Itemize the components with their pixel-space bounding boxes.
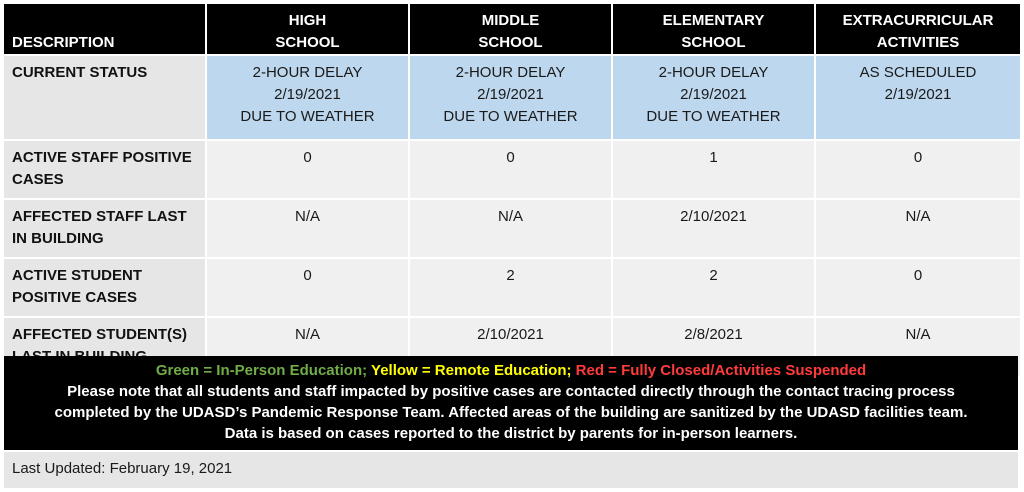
header-elementary-school: ELEMENTARY SCHOOL [613, 4, 814, 54]
cell-extracurricular: AS SCHEDULED 2/19/2021 [816, 56, 1020, 139]
table-row-active-staff-cases [4, 141, 1020, 198]
notice-line-3: Data is based on cases reported to the district by parents for in-person learners. [224, 425, 798, 442]
notice-line-2: completed by the UDASD’s Pandemic Response Team. Affected areas of the building are sanitized by the UDASD facilities team. [54, 404, 968, 421]
header-extracurricular: EXTRACURRICULAR ACTIVITIES [816, 4, 1020, 54]
cell-high-school: 0 [207, 141, 408, 198]
cell-extracurricular: N/A [816, 318, 1020, 376]
cell-elementary-school: 1 [613, 141, 814, 198]
status-table [2, 2, 1022, 378]
header-middle-school: MIDDLE SCHOOL [410, 4, 611, 54]
legend-notice [4, 356, 1018, 450]
cell-middle-school: 2/10/2021 [410, 318, 611, 376]
cell-extracurricular: N/A [816, 200, 1020, 257]
table-row-active-student-cases [4, 259, 1020, 316]
header-description: DESCRIPTION [4, 4, 205, 54]
legend-green: Green = In-Person Education; [155, 362, 368, 379]
cell-extracurricular: 0 [816, 259, 1020, 316]
row-label: CURRENT STATUS [4, 56, 205, 139]
legend-yellow: Yellow = Remote Education; [371, 362, 572, 379]
row-label: AFFECTED STUDENT(S) [4, 318, 205, 376]
header-row [4, 4, 1020, 54]
cell-elementary-school: 2/8/2021 [613, 318, 814, 376]
header-high-school: HIGH SCHOOL [207, 4, 408, 54]
row-label: ACTIVE STUDENT POSITIVE CASES [4, 259, 205, 316]
row-label: AFFECTED STAFF LAST IN BUILDING [4, 200, 205, 257]
cell-high-school: N/A [207, 200, 408, 257]
table-row-current-status [4, 56, 1020, 139]
cell-extracurricular: 0 [816, 141, 1020, 198]
cell-high-school: 2-HOUR DELAY 2/19/2021 DUE TO WEATHER [207, 56, 408, 139]
cell-elementary-school: 2-HOUR DELAY 2/19/2021 DUE TO WEATHER [613, 56, 814, 139]
cell-high-school: 0 [207, 259, 408, 316]
legend-red: Red = Fully Closed/Activities Suspended [575, 362, 867, 379]
cell-elementary-school: 2 [613, 259, 814, 316]
cell-middle-school: 2 [410, 259, 611, 316]
last-updated: Last Updated: February 19, 2021 [4, 452, 1018, 488]
cell-high-school: N/A [207, 318, 408, 376]
cell-middle-school: 0 [410, 141, 611, 198]
cell-middle-school: N/A [410, 200, 611, 257]
cell-elementary-school: 2/10/2021 [613, 200, 814, 257]
table-row-affected-staff-last [4, 200, 1020, 257]
cell-middle-school: 2-HOUR DELAY 2/19/2021 DUE TO WEATHER [410, 56, 611, 139]
notice-line-1: Please note that all students and staff impacted by positive cases are contacted directly through the contact tracing process [67, 383, 955, 400]
color-legend [4, 356, 1018, 381]
row-label: ACTIVE STAFF POSITIVE CASES [4, 141, 205, 198]
